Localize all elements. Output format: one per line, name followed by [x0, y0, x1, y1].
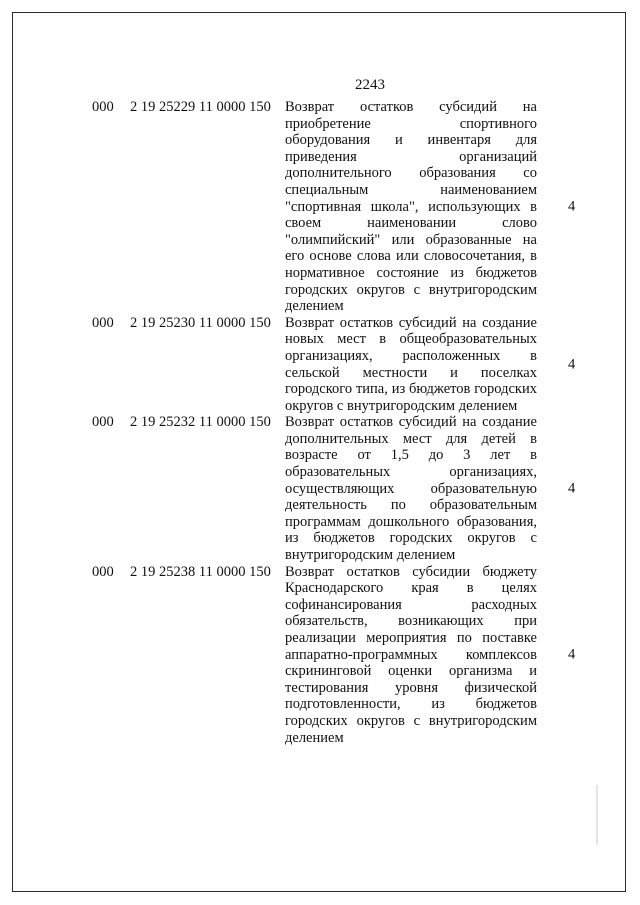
distribution-norm: 4 [568, 480, 576, 497]
scan-artifact-line [596, 785, 598, 845]
revenue-description: Возврат остатков субсидий на приобретение спортивного оборудования и инвентаря для приведения организаций дополнительного образования со специальным наименованием "спортивная школа", использующих в своем наименовании слово "олимпийский" или образованные на его основе слова или словосочетания, в нормативное состояние из бюджетов городских округов с внутригородским делением [285, 99, 537, 315]
table-row [0, 414, 640, 563]
revenue-description: Возврат остатков субсидии бюджету Краснодарского края в целях софинансирования расходных обязательств, возникающих при реализации мероприятия по поставке аппаратно-программных комплексов скрининговой оценки организма и тестирования уровня физической подготовленности, из бюджетов городских округов с внутригородским делением [285, 563, 537, 746]
revenue-description: Возврат остатков субсидий на создание дополнительных мест для детей в возрасте от 1,5 до 3 лет в образовательных организациях, осуществляющих образовательную деятельность по образовательным программам дошкольного образования, из бюджетов городских округов с внутригородским делением [285, 414, 537, 564]
admin-code: 000 [92, 563, 114, 580]
admin-code: 000 [92, 99, 114, 115]
distribution-norm: 4 [568, 198, 576, 215]
budget-classification-code: 2 19 25232 11 0000 150 [130, 414, 271, 431]
admin-code: 000 [92, 414, 114, 431]
budget-classification-code: 2 19 25229 11 0000 150 [130, 99, 271, 115]
distribution-norm: 4 [568, 646, 576, 663]
table-row [0, 564, 640, 747]
table-row [0, 315, 640, 415]
revenue-description: Возврат остатков субсидий на создание новых мест в общеобразовательных организациях, расположенных в сельской местности и поселках городского типа, из бюджетов городских округов с внутригородским делением [285, 314, 537, 414]
budget-classification-code: 2 19 25230 11 0000 150 [130, 314, 271, 331]
table-row [0, 99, 640, 315]
budget-code-table [0, 99, 640, 746]
budget-classification-code: 2 19 25238 11 0000 150 [130, 563, 271, 580]
distribution-norm: 4 [568, 356, 576, 372]
page-number: 2243 [355, 77, 385, 93]
admin-code: 000 [92, 314, 114, 331]
